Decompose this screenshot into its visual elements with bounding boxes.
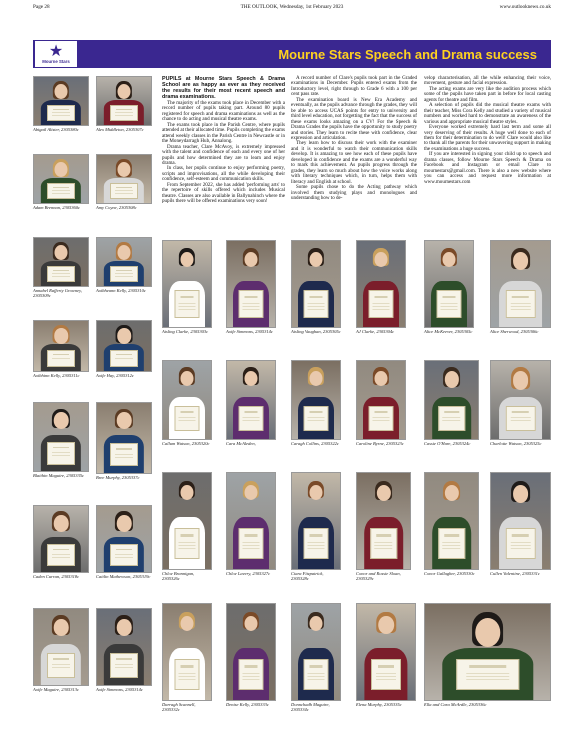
article-column-3 xyxy=(424,76,551,185)
photo-caption: Callum Watson, 2305320c xyxy=(162,441,210,446)
pupil-image xyxy=(33,76,89,126)
photo-caption: Bree Murphy, 2305337c xyxy=(96,475,140,480)
article-paragraph: Drama teacher, Clare McAvoy, is extremely impressed with the talent and confidence of each and every one of her pupils and how determined they are to learn and enjoy drama. xyxy=(162,143,285,166)
certificate xyxy=(110,443,138,466)
photo-caption: Alex Middleton, 2305307c xyxy=(96,127,144,132)
pupil-image xyxy=(490,240,551,328)
pupil-image xyxy=(96,237,152,287)
pupil-photo xyxy=(96,402,152,480)
article-paragraph: They learn how to discuss their work with the examiner and it is wonderful to watch their communication skills develop. It is amazing to see how each of these pupils have developed in confidence and the exams are a wonderful way to mark this achievement. As pupils progress through the grades, they learn so much about how the voice works along with literary techniques which, in turn, helps them with literacy and English at school. xyxy=(291,140,417,185)
pupil-photo xyxy=(33,76,89,132)
photo-caption: Aoife Simmons, 2305314c xyxy=(96,687,143,692)
certificate xyxy=(110,350,138,367)
pupil-photo xyxy=(96,154,152,210)
photo-caption: Caden Curran, 2305318c xyxy=(33,574,80,579)
pupil-photo xyxy=(291,472,341,582)
certificate xyxy=(369,406,394,432)
pupil-image xyxy=(33,320,89,372)
photo-caption: Abigail Alister, 2305380c xyxy=(33,127,79,132)
certificate xyxy=(47,105,75,121)
photo-caption: Blaithin Maguire, 2305335c xyxy=(33,473,84,478)
certificate xyxy=(47,544,75,566)
photo-caption: Aoibhinn Kelly, 2305311c xyxy=(33,373,80,378)
pupil-photo xyxy=(356,603,416,707)
pupil-photo xyxy=(96,608,152,692)
pupil-photo xyxy=(291,603,341,713)
pupil-image xyxy=(424,603,551,701)
pupil-image xyxy=(96,505,152,573)
certificate xyxy=(47,653,75,678)
pupil-image xyxy=(96,154,152,204)
photo-caption: Alice McKeever, 2305305c xyxy=(424,329,473,334)
article-paragraph: A selection of pupils did the musical theatre exams with their teacher, Miss Cora Kelly and studied a variety of musical numbers and worked hard to demonstrate an awareness of the various and appropriate musical theatre styles. xyxy=(424,102,551,125)
photo-caption: Caragh Collins, 2305322c xyxy=(291,441,339,446)
photo-caption: Charlotte Watson, 2305325c xyxy=(490,441,542,446)
pupil-image xyxy=(226,603,276,701)
pupil-photo xyxy=(291,240,341,334)
certificate xyxy=(438,406,466,432)
certificate xyxy=(304,659,329,690)
article-paragraph: From September 2022, she has added 'performing arts' to the repertoire of skills offered which includes Musical theatre. Classes are also available in Ballynahinch where the pupils there will be offered examinations very soon! xyxy=(162,181,285,205)
photo-caption: Aoife Hay, 2305312c xyxy=(96,373,134,378)
pupil-photo xyxy=(226,240,276,334)
pupil-photo xyxy=(162,240,212,334)
pupil-image xyxy=(33,402,89,472)
photo-caption: AJ Clarke, 2305304c xyxy=(356,329,395,334)
pupil-image xyxy=(33,237,89,287)
pupil-image xyxy=(424,472,479,570)
certificate xyxy=(47,183,75,199)
certificate xyxy=(110,653,138,678)
article-paragraph: The exams took place in the Parish Centre, where pupils attended at their allocated time. Pupils completing the exams attend weekly classes in the Parish Centre in Newcastle or in the Moneydarragh Hub, Annalong. xyxy=(162,121,285,145)
certificate xyxy=(304,290,329,318)
certificate xyxy=(369,290,394,318)
photo-caption: Chloe Brannigan, 2305326c xyxy=(162,571,195,582)
certificate xyxy=(304,528,329,559)
pupil-photo xyxy=(490,360,551,446)
pupil-image xyxy=(291,240,341,328)
pupil-image xyxy=(96,320,152,372)
page-header xyxy=(33,2,551,12)
paper-masthead: THE OUTLOOK, Wednesday, 1st February 2023 xyxy=(240,4,344,10)
pupil-photo xyxy=(162,472,212,582)
certificate xyxy=(110,544,138,566)
certificate xyxy=(47,442,75,464)
pupil-photo xyxy=(356,360,406,446)
certificate xyxy=(47,350,75,367)
photo-caption: Cullen Valentine, 2305331c xyxy=(490,571,540,576)
photo-caption: Annabel Rafferty Growney, 2305309c xyxy=(33,288,82,299)
pupil-image xyxy=(356,472,411,570)
photo-caption: Aoibheann Kelly, 2305310c xyxy=(96,288,146,293)
certificate xyxy=(175,659,200,690)
pupil-photo xyxy=(33,505,89,579)
article-paragraph: The acting exams are very like the audition process which some of the pupils have taken part in before for local casting agents for theatre and film. xyxy=(424,85,551,103)
pupil-photo xyxy=(356,472,411,582)
certificate xyxy=(505,406,536,432)
pupil-image xyxy=(356,360,406,440)
photo-caption: Darragh Scannell, 2305332c xyxy=(162,702,196,713)
certificate xyxy=(456,659,520,690)
pupil-photo xyxy=(226,360,276,446)
certificate xyxy=(239,406,264,432)
article-lead: PUPILS at Mourne Stars Speech & Drama School are as happy as ever as they received the results for their most recent speech and drama examinations. xyxy=(162,76,285,100)
article-paragraph: Some pupils chose to do the Acting pathway which involved them studying plays and monologues and understanding how to de- xyxy=(291,184,417,201)
pupil-image xyxy=(96,402,152,474)
photo-caption: Cassie O'Hare, 2305324c xyxy=(424,441,471,446)
photo-caption: Elena Murphy, 2305335c xyxy=(356,702,402,707)
certificate xyxy=(438,528,466,559)
pupil-photo xyxy=(424,360,479,446)
pupil-photo xyxy=(424,472,479,576)
pupil-image xyxy=(96,608,152,686)
paper-url: www.outlooknews.co.uk xyxy=(499,4,551,10)
pupil-image xyxy=(33,505,89,573)
pupil-image xyxy=(33,154,89,204)
certificate xyxy=(505,528,536,559)
photo-caption: Denise Kelly, 2305333c xyxy=(226,702,269,707)
pupil-photo xyxy=(490,472,551,576)
article-paragraph: The examination board is New Era Academy and eventually, as the pupils advance through the grades, they will be able to access UCAS points for entry to university and third level education, not forgetting the fact that the success of these exams looks amazing on a CV! For the Speech & Drama Grades the pupils have the opportunity to study poetry and stories. They learn to recite these with confidence, clear expression and articulation. xyxy=(291,96,417,141)
pupil-image xyxy=(490,472,551,570)
pupil-photo xyxy=(226,472,276,576)
pupil-photo xyxy=(33,154,89,210)
pupil-photo xyxy=(162,360,212,446)
pupil-image xyxy=(162,360,212,440)
photo-caption: Aisling Clarke, 2305303c xyxy=(162,329,209,334)
certificate xyxy=(505,290,536,318)
pupil-image xyxy=(424,240,474,328)
certificate xyxy=(370,528,398,559)
certificate xyxy=(110,266,138,282)
article-paragraph: The majority of the exams took place in December with a record number of pupils taking part. Around 80 pupils registered for speech and drama examinations as well as the chance to do acting and musical theatre exams. xyxy=(162,100,285,123)
pupil-photo xyxy=(162,603,212,713)
pupil-photo xyxy=(96,320,152,378)
photo-caption: Conor and Rossie Sloan, 2305329c xyxy=(356,571,401,582)
article-paragraph: If you are interested in signing your child up to speech and drama classes, follow Mourne Stars Speech & Drama on Facebook and Instagram or email Clare to mournestars@gmail.com. There is also a new website where you can access and request more information at www.mournestars.com xyxy=(424,151,551,185)
certificate xyxy=(239,528,264,559)
pupil-photo xyxy=(33,320,89,378)
photo-caption: Conor Gallagher, 2305330c xyxy=(424,571,475,576)
mourne-stars-logo xyxy=(34,40,78,68)
pupil-photo xyxy=(424,603,551,707)
pupil-photo xyxy=(291,360,341,446)
article-column-2 xyxy=(291,76,417,201)
photo-caption: Donnchadh Maguire, 2305334c xyxy=(291,702,330,713)
certificate xyxy=(175,528,200,559)
pupil-image xyxy=(162,240,212,328)
photo-caption: Ciara Fitzpatrick, 2305328c xyxy=(291,571,324,582)
pupil-image xyxy=(226,360,276,440)
pupil-photo xyxy=(356,240,406,334)
certificate xyxy=(110,105,138,121)
pupil-image xyxy=(226,240,276,328)
article-column-1 xyxy=(162,76,285,205)
photo-caption: Cara McAleden, xyxy=(226,441,256,446)
photo-caption: Ella and Cara McArdle, 2305336c xyxy=(424,702,487,707)
certificate xyxy=(437,290,462,318)
pupil-image xyxy=(226,472,276,570)
pupil-image xyxy=(33,608,89,686)
photo-caption: Aisling Vaughan, 2305305c xyxy=(291,329,341,334)
photo-caption: Caroline Byrne, 2305323c xyxy=(356,441,404,446)
headline: Mourne Stars Speech and Drama success xyxy=(278,46,537,62)
pupil-photo xyxy=(33,608,89,692)
article-paragraph: A record number of Clare's pupils took part in the Graded examinations in December. Pupils entered exams from the Introductory level, right through to Grade 6 with a 100 per cent pass rate. xyxy=(291,75,417,98)
pupil-image xyxy=(356,240,406,328)
pupil-photo xyxy=(424,240,474,334)
pupil-photo xyxy=(33,237,89,299)
page-number: Page 28 xyxy=(33,4,50,10)
certificate xyxy=(175,406,200,432)
certificate xyxy=(47,266,75,282)
pupil-photo xyxy=(33,402,89,478)
certificate xyxy=(110,183,138,199)
logo-text: Mourne Stars xyxy=(42,58,70,64)
article-paragraph: In class, her pupils continue to enjoy performing poetry, scripts and improvisations, all the while developing their confidence, self-esteem and communication skills. xyxy=(162,165,285,183)
photo-caption: Adam Brennan, 2305360c xyxy=(33,205,80,210)
pupil-photo xyxy=(96,76,152,132)
photo-caption: Aoife Maguire, 2305313c xyxy=(33,687,79,692)
pupil-image xyxy=(291,603,341,701)
pupil-image xyxy=(291,472,341,570)
certificate xyxy=(239,659,264,690)
pupil-image xyxy=(356,603,416,701)
pupil-photo xyxy=(490,240,551,334)
certificate xyxy=(304,406,329,432)
pupil-image xyxy=(162,472,212,570)
pupil-image xyxy=(96,76,152,126)
pupil-image xyxy=(424,360,479,440)
pupil-photo xyxy=(96,505,152,579)
certificate xyxy=(371,659,401,690)
headline-banner xyxy=(33,40,551,68)
photo-caption: Alice Sherwood, 2305306c xyxy=(490,329,539,334)
article-paragraph: velop characterisation, all the while enhancing their voice, movement, gesture and facial expression. xyxy=(424,75,551,87)
photo-caption: Caitlin Mathewson, 2305319c xyxy=(96,574,151,579)
photo-caption: Chloe Lavery, 2305327c xyxy=(226,571,271,576)
article-paragraph: Everyone worked extremely hard last term and some all very deserving of their results. A huge well done to each of them for their determination to do well! Clare would also like to thank all the parents for their unwavering support in making the examinations a huge success. xyxy=(424,124,551,152)
photo-caption: Aoife Simmons, 2305314c xyxy=(226,329,273,334)
certificate xyxy=(239,290,264,318)
pupil-photo xyxy=(96,237,152,293)
certificate xyxy=(175,290,200,318)
pupil-photo xyxy=(226,603,276,707)
pupil-image xyxy=(490,360,551,440)
star-icon: ★ xyxy=(48,42,64,60)
pupil-image xyxy=(162,603,212,701)
pupil-image xyxy=(291,360,341,440)
photo-caption: Amy Coyne, 2305308c xyxy=(96,205,137,210)
